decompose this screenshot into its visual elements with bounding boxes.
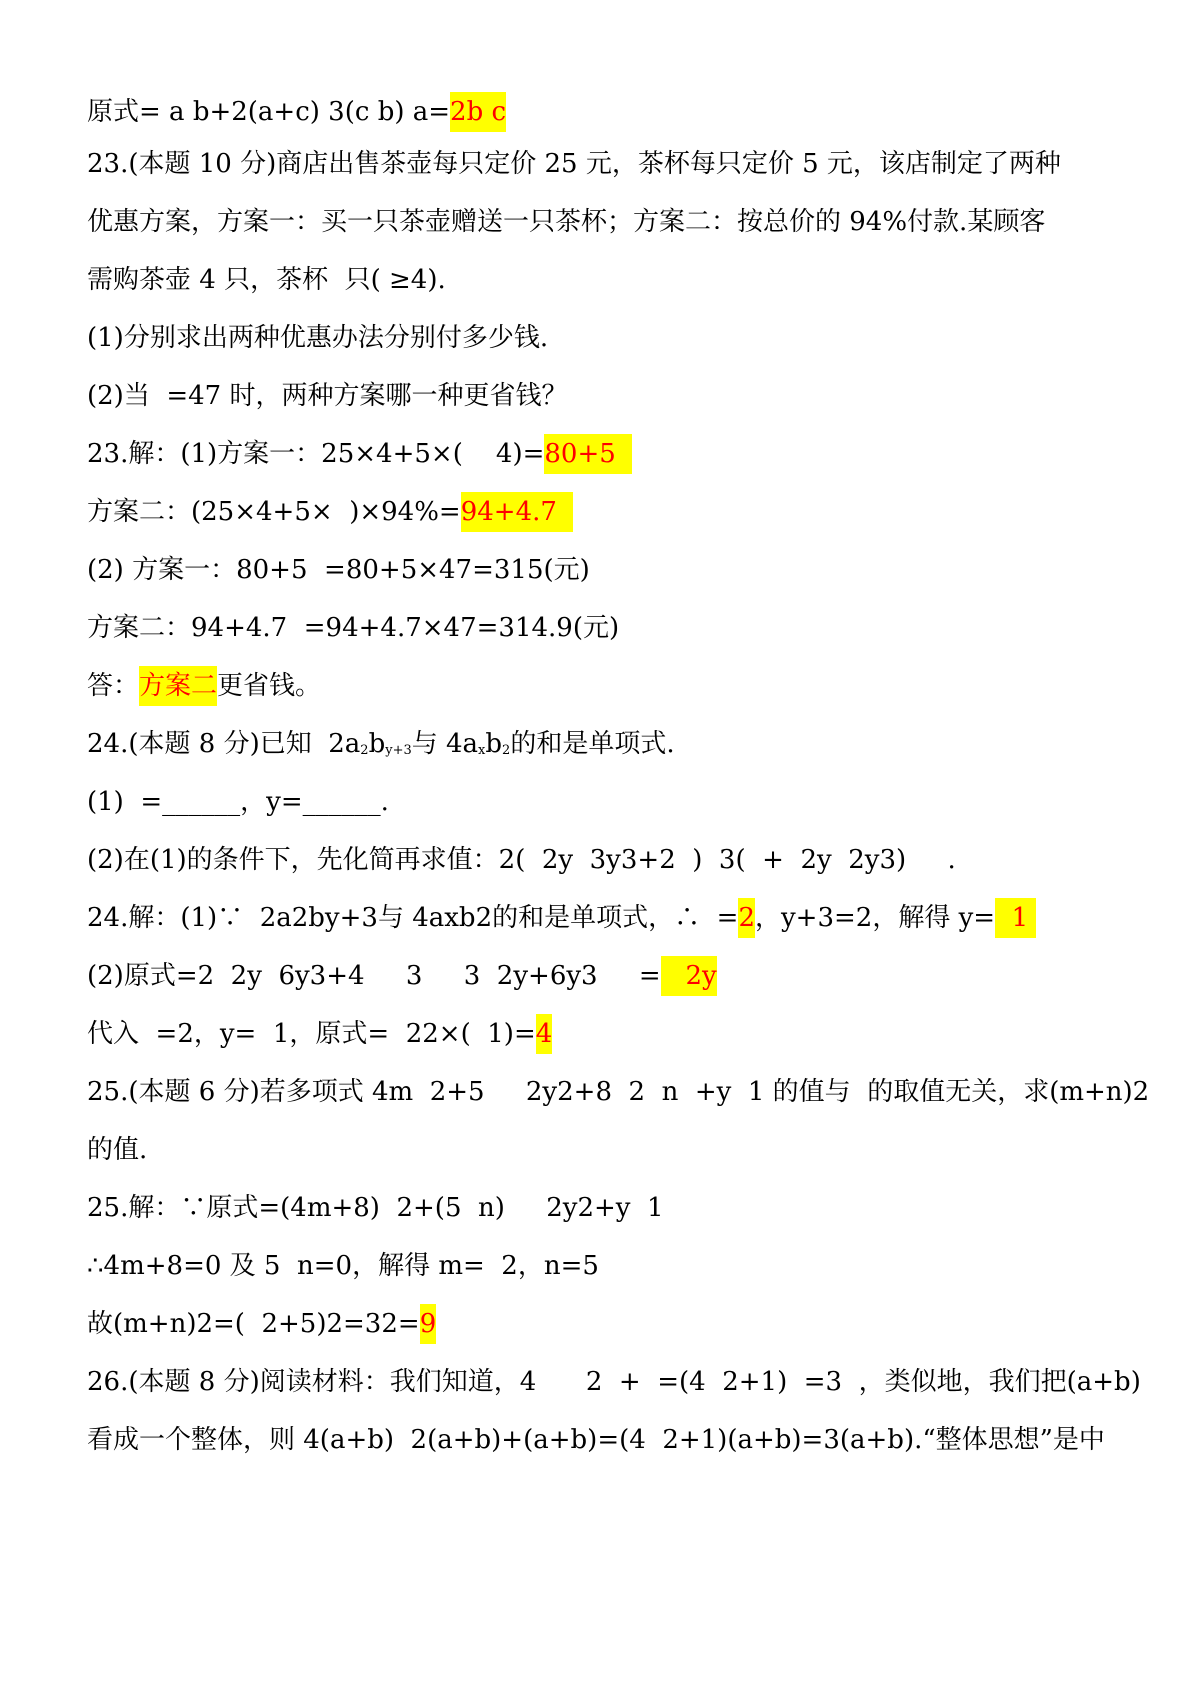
text: 方案二：(25×4+5× )×94%= (87, 497, 461, 527)
line-22 (87, 1304, 1131, 1344)
subscript: 2 (502, 743, 511, 758)
line-12 (87, 724, 1131, 764)
line-1 (87, 92, 1131, 132)
highlighted-answer: 2 (738, 898, 755, 938)
highlighted-answer: 1 (995, 898, 1036, 938)
text: b (368, 729, 386, 759)
text: 答： (87, 671, 140, 701)
text: 的和是单项式. (510, 729, 675, 759)
subscript: x (478, 743, 486, 758)
highlighted-answer: 94+4.7 (461, 492, 574, 532)
line-18: 25.(本题 6 分)若多项式 4m 2+5 2y2+8 2 n +y 1 的值与 的取值无关，求(m+n)2 (87, 1077, 1150, 1107)
line-14: (2)在(1)的条件下，先化简再求值：2( 2y 3y3+2 ) 3( + 2y 2y3) . (87, 845, 956, 875)
text: 代入 =2，y= 1，原式= 22×( 1)= (87, 1019, 536, 1049)
text: (2)原式=2 2y 6y3+4 3 3 2y+6y3 = (87, 961, 661, 991)
highlighted-answer: 2y (661, 956, 717, 996)
highlighted-answer: 4 (536, 1014, 553, 1054)
line-4: 需购茶壶 4 只，茶杯 只( ≥4). (87, 265, 446, 295)
line-19: 的值. (87, 1135, 148, 1165)
line-24: 看成一个整体，则 4(a+b) 2(a+b)+(a+b)=(4 2+1)(a+b)=3(a+b).“整体思想”是中 (87, 1425, 1105, 1455)
highlighted-answer: 2b c (450, 92, 506, 132)
text: 故(m+n)2=( 2+5)2=32= (87, 1309, 420, 1339)
line-21: ∴4m+8=0 及 5 n=0，解得 m= 2，n=5 (87, 1251, 599, 1281)
subscript: y+3 (385, 743, 412, 758)
subscript: 2 (360, 743, 369, 758)
line-17 (87, 1014, 1131, 1054)
highlighted-answer: 80+5 (544, 434, 632, 474)
line-13: (1) =______，y=______. (87, 787, 389, 817)
line-7 (87, 434, 1131, 474)
text: 24.(本题 8 分)已知 2a (87, 729, 361, 759)
text: 更省钱。 (217, 671, 322, 701)
text: 与 4a (411, 729, 479, 759)
line-11 (87, 666, 1131, 706)
line-15 (87, 898, 1131, 938)
line-2: 23.(本题 10 分)商店出售茶壶每只定价 25 元，茶杯每只定价 5 元，该店制定了两种 (87, 149, 1061, 179)
text: b (485, 729, 503, 759)
highlighted-answer: 9 (420, 1304, 437, 1344)
text: 23.解：(1)方案一：25×4+5×( 4)= (87, 439, 545, 469)
line-8 (87, 492, 1131, 532)
line-3: 优惠方案，方案一：买一只茶壶赠送一只茶杯；方案二：按总价的 94%付款.某顾客 (87, 207, 1046, 237)
highlighted-answer: 方案二 (139, 666, 217, 706)
line-20: 25.解：∵原式=(4m+8) 2+(5 n) 2y2+y 1 (87, 1193, 664, 1223)
line-10: 方案二：94+4.7 =94+4.7×47=314.9(元) (87, 613, 620, 643)
line-9: (2) 方案一：80+5 =80+5×47=315(元) (87, 555, 590, 585)
line-6: (2)当 =47 时，两种方案哪一种更省钱？ (87, 381, 568, 411)
text: ，y+3=2，解得 y= (754, 903, 996, 933)
text: 原式= a b+2(a+c) 3(c b) a= (87, 97, 451, 127)
line-16 (87, 956, 1131, 996)
line-5: (1)分别求出两种优惠办法分别付多少钱. (87, 323, 549, 353)
text: 24.解：(1)∵ 2a2by+3与 4axb2的和是单项式，∴ = (87, 903, 739, 933)
line-23: 26.(本题 8 分)阅读材料：我们知道，4 2 + =(4 2+1) =3 ，类似地，我们把(a+b) (87, 1367, 1141, 1397)
